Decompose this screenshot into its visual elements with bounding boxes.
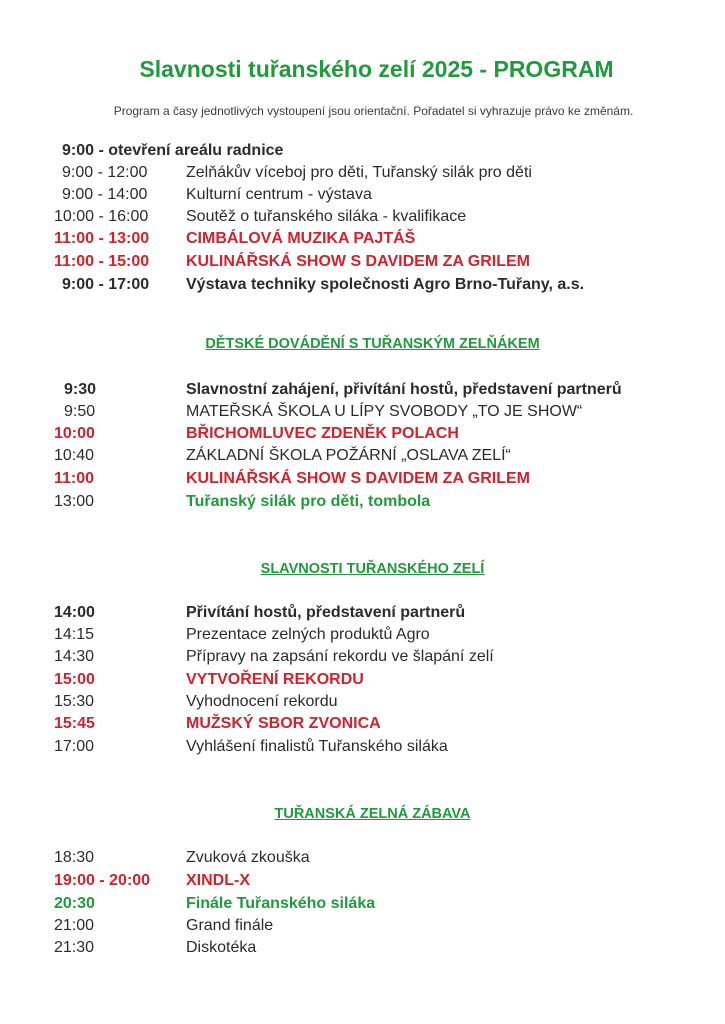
schedule-row [0, 872, 725, 894]
schedule-desc: Grand finále [186, 917, 274, 934]
schedule-row [0, 648, 725, 670]
schedule-time: 9:00 - 12:00 [62, 164, 148, 181]
section-heading-childrens: DĚTSKÉ DOVÁDĚNÍ S TUŘANSKÝM ZELŇÁKEM [205, 336, 540, 352]
schedule-time: 15:00 [54, 671, 95, 688]
schedule-time: 14:15 [54, 626, 95, 643]
schedule-time: 21:30 [54, 939, 95, 956]
schedule-time: 9:00 - otevření areálu radnice [62, 142, 284, 159]
schedule-desc: Slavnostní zahájení, přivítání hostů, představení partnerů [186, 381, 622, 398]
section-heading-party: TUŘANSKÁ ZELNÁ ZÁBAVA [274, 806, 471, 822]
schedule-desc: KULINÁŘSKÁ SHOW S DAVIDEM ZA GRILEM [186, 253, 530, 270]
schedule-time: 10:00 [54, 425, 95, 442]
schedule-desc: VYTVOŘENÍ REKORDU [186, 671, 364, 688]
schedule-desc: Vyhlášení finalistů Tuřanského siláka [186, 738, 448, 755]
schedule-desc: Prezentace zelných produktů Agro [186, 626, 430, 643]
schedule-row [0, 939, 725, 961]
schedule-time: 10:40 [54, 447, 95, 464]
schedule-desc: Diskotéka [186, 939, 257, 956]
schedule-desc: MUŽSKÝ SBOR ZVONICA [186, 715, 381, 732]
schedule-row [0, 493, 725, 515]
schedule-time: 13:00 [54, 493, 95, 510]
schedule-time: 11:00 [54, 470, 95, 487]
schedule-time: 19:00 - 20:00 [54, 872, 151, 889]
schedule-time: 18:30 [54, 849, 95, 866]
schedule-row [0, 626, 725, 648]
schedule-row [0, 693, 725, 715]
schedule-row [0, 403, 725, 425]
schedule-row [0, 604, 725, 626]
schedule-time: 20:30 [54, 895, 95, 912]
schedule-row [0, 425, 725, 447]
schedule-desc: CIMBÁLOVÁ MUZIKA PAJTÁŠ [186, 230, 416, 247]
schedule-desc: Zelňákův víceboj pro děti, Tuřanský silák pro děti [186, 164, 532, 181]
schedule-desc: KULINÁŘSKÁ SHOW S DAVIDEM ZA GRILEM [186, 470, 530, 487]
schedule-desc: ZÁKLADNÍ ŠKOLA POŽÁRNÍ „OSLAVA ZELÍ“ [186, 447, 511, 464]
schedule-time: 21:00 [54, 917, 95, 934]
schedule-time: 17:00 [54, 738, 95, 755]
schedule-row [0, 276, 725, 298]
schedule-row [0, 895, 725, 917]
schedule-desc: XINDL-X [186, 872, 250, 889]
schedule-time: 9:30 [64, 381, 97, 398]
schedule-row [0, 715, 725, 737]
page-title: Slavnosti tuřanského zelí 2025 - PROGRAM [139, 56, 614, 82]
schedule-desc: Přivítání hostů, představení partnerů [186, 604, 466, 621]
schedule-time: 14:30 [54, 648, 95, 665]
schedule-time: 11:00 - 15:00 [54, 253, 150, 270]
schedule-time: 9:50 [64, 403, 96, 420]
schedule-time: 10:00 - 16:00 [54, 208, 149, 225]
schedule-row [0, 230, 725, 252]
section-heading-festival: SLAVNOSTI TUŘANSKÉHO ZELÍ [260, 561, 485, 577]
schedule-row [0, 738, 725, 760]
schedule-desc: Zvuková zkouška [186, 849, 310, 866]
schedule-time: 15:45 [54, 715, 95, 732]
schedule-desc: Tuřanský silák pro děti, tombola [186, 493, 431, 510]
schedule-time: 9:00 - 14:00 [62, 186, 148, 203]
schedule-row [0, 186, 725, 208]
schedule-desc: BŘICHOMLUVEC ZDENĚK POLACH [186, 425, 459, 442]
schedule-row [0, 470, 725, 492]
disclaimer-note: Program a časy jednotlivých vystoupení jsou orientační. Pořadatel si vyhrazuje právo ke změnám. [113, 104, 634, 118]
schedule-desc: Vyhodnocení rekordu [186, 693, 338, 710]
schedule-row [0, 142, 725, 164]
schedule-desc: Soutěž o tuřanského siláka - kvalifikace [186, 208, 467, 225]
schedule-desc: Přípravy na zapsání rekordu ve šlapání zelí [186, 648, 494, 665]
schedule-desc: MATEŘSKÁ ŠKOLA U LÍPY SVOBODY „TO JE SHOW“ [186, 403, 583, 420]
schedule-time: 15:30 [54, 693, 95, 710]
schedule-row [0, 208, 725, 230]
schedule-row [0, 253, 725, 275]
schedule-row [0, 381, 725, 403]
schedule-time: 9:00 - 17:00 [62, 276, 150, 293]
schedule-desc: Kulturní centrum - výstava [186, 186, 372, 203]
schedule-desc: Finále Tuřanského siláka [186, 895, 376, 912]
schedule-row [0, 917, 725, 939]
schedule-row [0, 164, 725, 186]
schedule-row [0, 849, 725, 871]
schedule-time: 14:00 [54, 604, 95, 621]
schedule-time: 11:00 - 13:00 [54, 230, 150, 247]
schedule-row [0, 447, 725, 469]
schedule-row [0, 671, 725, 693]
schedule-desc: Výstava techniky společnosti Agro Brno-Tuřany, a.s. [186, 276, 585, 293]
